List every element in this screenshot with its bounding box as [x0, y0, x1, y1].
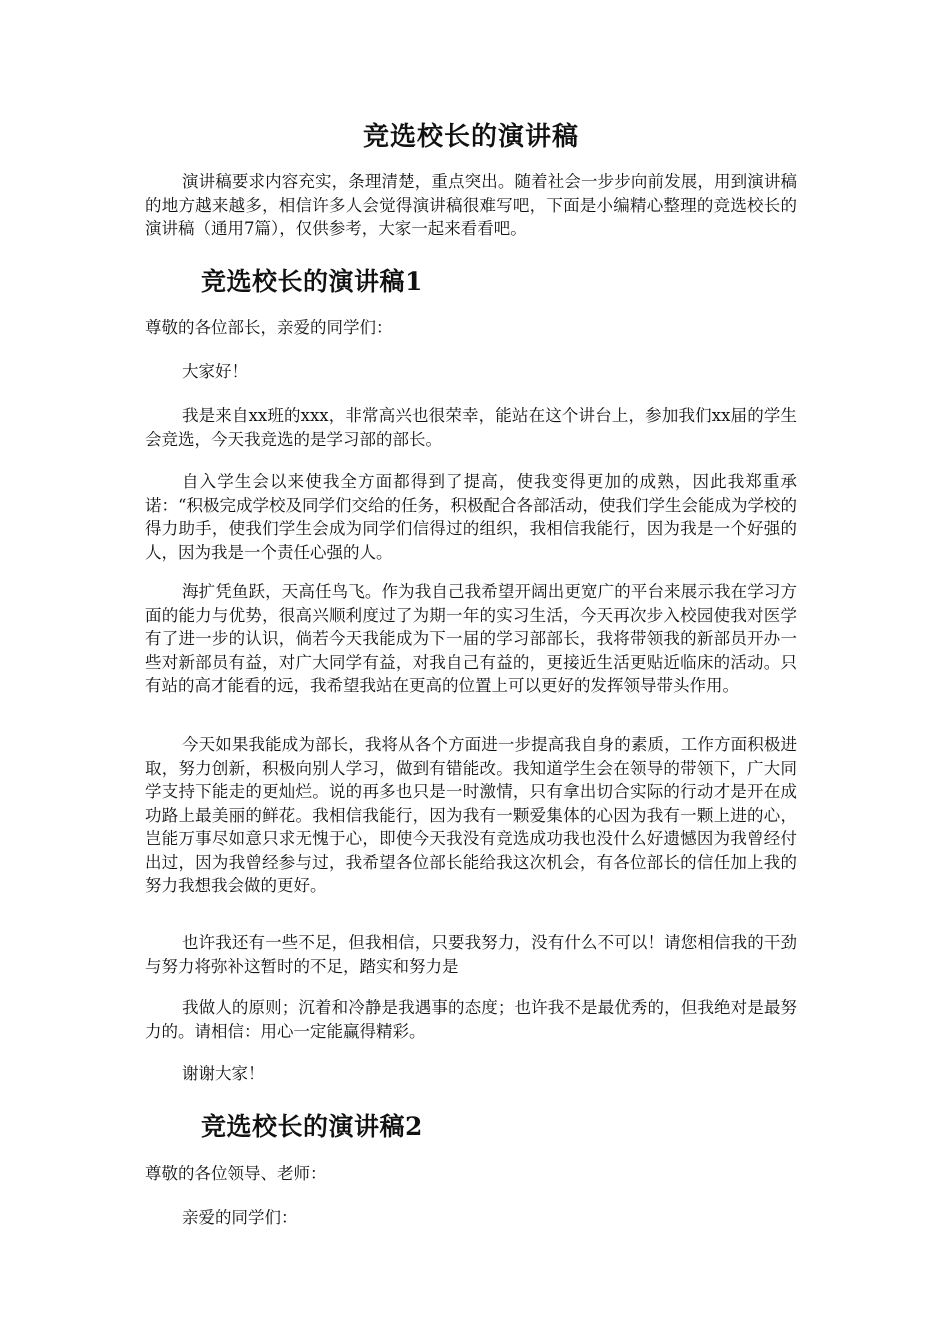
greeting: 大家好！ — [182, 362, 248, 381]
paragraph: 海扩凭鱼跃，天高任鸟飞。作为我自己我希望开阔出更宽广的平台来展示我在学习方面的能力与优势，很高兴顺利度过了为期一年的实习生活，今天再次步入校园使我对医学有了进一步的认识，倘若今天我能成为下一届的学习部部长，我将带领我的新部员开办一些对新部员有益，对广大同学有益，对我自己有益的，更接近生活更贴近临床的活动。只有站的高才能看的远，我希望我站在更高的位置上可以更好的发挥领导带头作用。 — [145, 582, 797, 695]
paragraph: 我是来自xx班的xxx，非常高兴也很荣幸，能站在这个讲台上，参加我们xx届的学生会竞选，今天我竞选的是学习部的部长。 — [145, 406, 797, 449]
greeting: 亲爱的同学们： — [182, 1208, 298, 1227]
section-1-heading: 竞选校长的演讲稿1 — [201, 267, 423, 296]
salutation: 尊敬的各位领导、老师： — [145, 1164, 327, 1183]
section-2-heading: 竞选校长的演讲稿2 — [201, 1112, 423, 1141]
paragraph: 自入学生会以来使我全方面都得到了提高，使我变得更加的成熟，因此我郑重承诺：“积极完成学校及同学们交给的任务，积极配合各部活动，使我们学生会能成为学校的得力助手，使我们学生会成为同学们信得过的组织，我相信我能行，因为我是一个好强的人，因为我是一个责任心强的人。 — [145, 472, 797, 562]
intro-paragraph: 演讲稿要求内容充实，条理清楚，重点突出。随着社会一步步向前发展，用到演讲稿的地方越来越多，相信许多人会觉得演讲稿很难写吧，下面是小编精心整理的竞选校长的演讲稿（通用7篇），仅供参考，大家一起来看看吧。 — [145, 172, 797, 238]
document-title: 竞选校长的演讲稿 — [362, 122, 579, 152]
salutation: 尊敬的各位部长，亲爱的同学们： — [145, 318, 393, 337]
paragraph: 我做人的原则；沉着和冷静是我遇事的态度；也许我不是最优秀的，但我绝对是最努力的。请相信：用心一定能赢得精彩。 — [145, 998, 797, 1041]
paragraph: 也许我还有一些不足，但我相信，只要我努力，没有什么不可以！请您相信我的干劲与努力将弥补这暂时的不足，踏实和努力是 — [145, 933, 797, 976]
closing: 谢谢大家！ — [182, 1064, 265, 1083]
paragraph: 今天如果我能成为部长，我将从各个方面进一步提高我自身的素质，工作方面积极进取，努力创新，积极向别人学习，做到有错能改。我知道学生会在领导的带领下，广大同学支持下能走的更灿烂。说的再多也只是一时激情，只有拿出切合实际的行动才是开在成功路上最美丽的鲜花。我相信我能行，因为我有一颗爱集体的心因为我有一颗上进的心，岂能万事尽如意只求无愧于心，即使今天我没有竞选成功我也没什么好遗憾因为我曾经付出过，因为我曾经参与过，我希望各位部长能给我这次机会，有各位部长的信任加上我的努力我想我会做的更好。 — [145, 735, 797, 895]
